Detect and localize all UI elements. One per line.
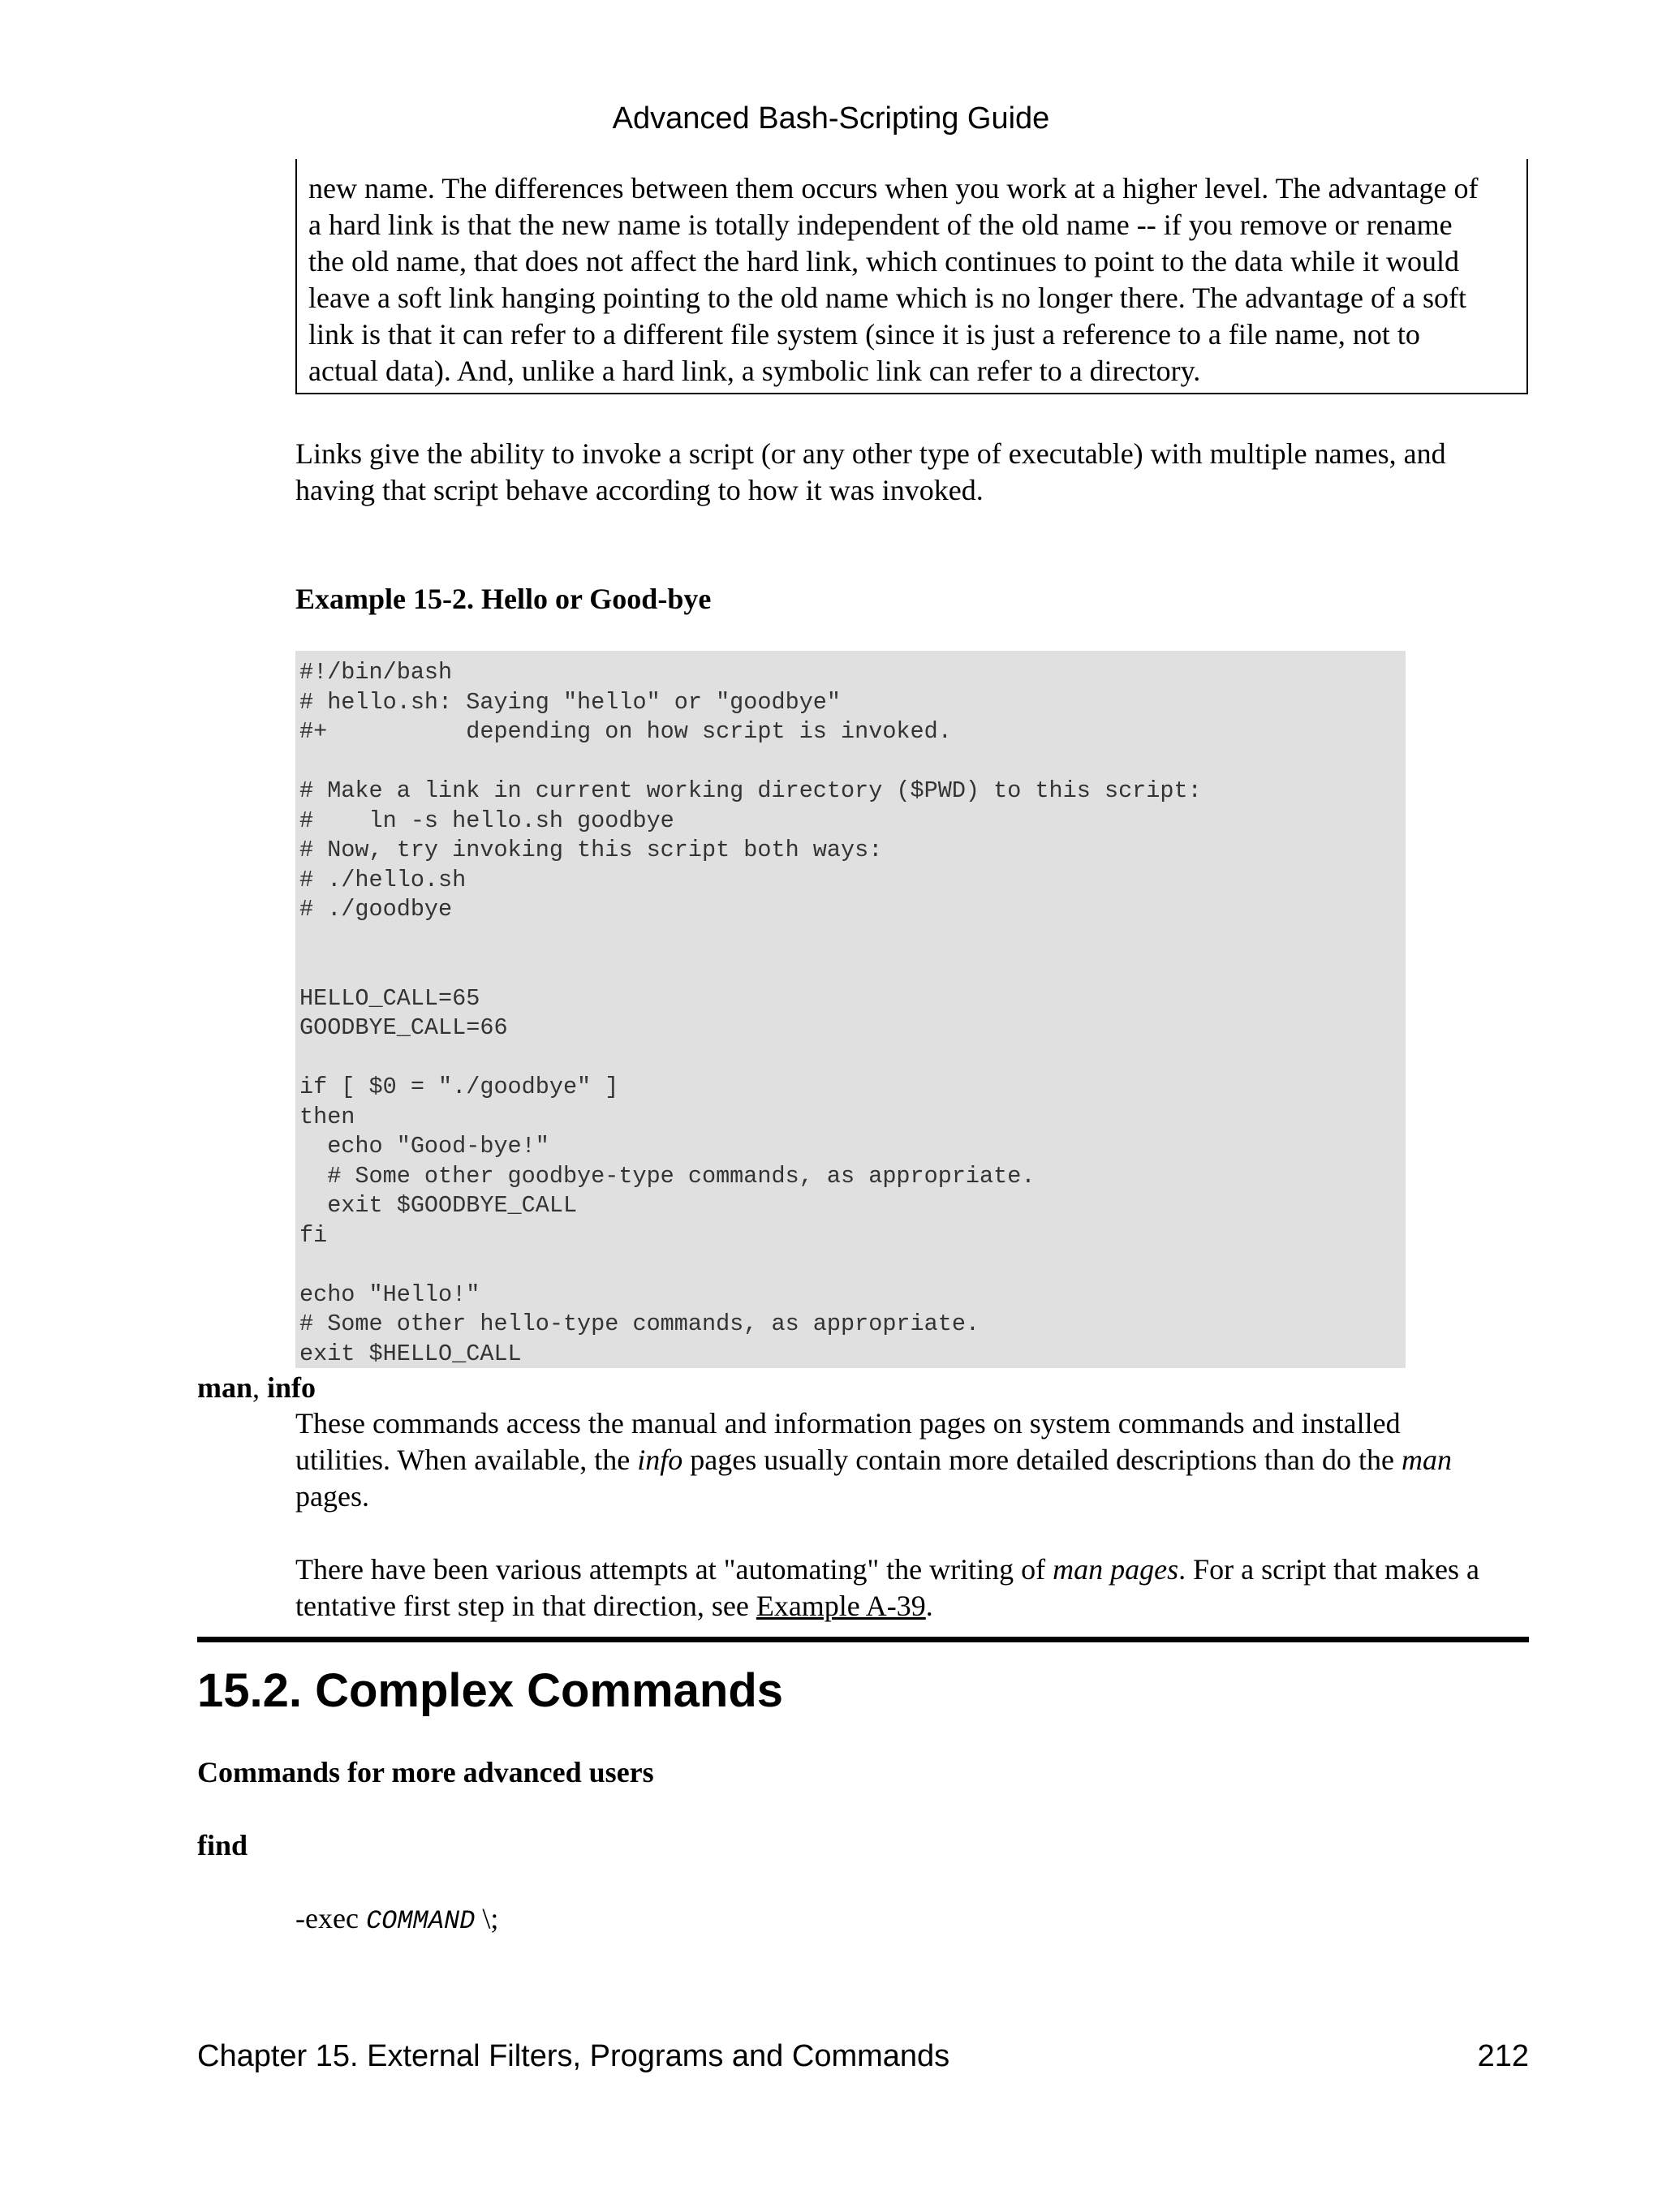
term-separator: , xyxy=(252,1371,260,1404)
exec-option xyxy=(295,1900,498,1939)
emphasis-man: man xyxy=(1402,1444,1452,1476)
desc-text: utilities. When available, the xyxy=(295,1444,638,1476)
note-line: link is that it can refer to a different file system (since it is just a reference to a file name, not to xyxy=(308,318,1420,351)
exec-terminator: \; xyxy=(475,1902,499,1934)
automating-text: There have been various attempts at "automating" the writing of xyxy=(295,1553,1053,1586)
running-header: Advanced Bash-Scripting Guide xyxy=(612,101,1050,136)
code-listing: #!/bin/bash # hello.sh: Saying "hello" or "goodbye" #+ depending on how script is invoked. # Make a link in current working directory ($PWD) to this script: # ln -s hello.sh goodbye # Now, try invoking this script both ways: # ./hello.sh # ./goodbye HELLO_CALL=65 GOODBYE_CALL=66 if [ $0 = "./goodbye" ] then echo "Good-bye!" # Some other goodbye-type commands, as appropriate. exit $GOODBYE_CALL fi echo "Hello!" # Some other hello-type commands, as appropriate. exit $HELLO_CALL xyxy=(299,659,1202,1367)
desc-line xyxy=(295,1442,1529,1478)
links-paragraph-line: Links give the ability to invoke a script (or any other type of executable) with multiple names, and xyxy=(295,437,1446,470)
links-paragraph xyxy=(295,436,1529,509)
desc-line: pages. xyxy=(295,1480,369,1513)
links-paragraph-line: having that script behave according to how it was invoked. xyxy=(295,474,984,506)
exec-flag: -exec xyxy=(295,1902,366,1934)
automating-text: tentative first step in that direction, see xyxy=(295,1590,756,1622)
note-line: leave a soft link hanging pointing to the old name which is no longer there. The advantage of a soft xyxy=(308,282,1466,314)
emphasis-info: info xyxy=(637,1444,683,1476)
automating-text: . For a script that makes a xyxy=(1178,1553,1480,1586)
automating-text: . xyxy=(925,1590,933,1622)
automating-paragraph xyxy=(295,1551,1529,1625)
automating-line xyxy=(295,1551,1529,1588)
term-man-info xyxy=(197,1370,316,1406)
section-title: 15.2. Complex Commands xyxy=(197,1664,783,1717)
desc-text: pages usually contain more detailed descriptions than do the xyxy=(682,1444,1402,1476)
footer-page-number: 212 xyxy=(1477,2039,1529,2073)
example-a39-link[interactable]: Example A-39 xyxy=(756,1590,926,1622)
note-line: new name. The differences between them occurs when you work at a higher level. The advantage of xyxy=(308,172,1479,204)
desc-line: These commands access the manual and information pages on system commands and installed xyxy=(295,1407,1401,1440)
exec-command-arg: COMMAND xyxy=(365,1906,476,1936)
code-block xyxy=(295,651,1406,1368)
footer-chapter: Chapter 15. External Filters, Programs and Commands xyxy=(197,2039,950,2073)
section-subtitle: Commands for more advanced users xyxy=(197,1756,654,1788)
section-rule xyxy=(197,1637,1529,1642)
note-line: a hard link is that the new name is totally independent of the old name -- if you remove or rename xyxy=(308,209,1453,241)
example-title: Example 15-2. Hello or Good-bye xyxy=(295,583,712,615)
term-find: find xyxy=(197,1829,248,1861)
note-line: actual data). And, unlike a hard link, a symbolic link can refer to a directory. xyxy=(308,355,1201,387)
automating-line xyxy=(295,1588,1529,1625)
man-info-description xyxy=(295,1405,1529,1515)
emphasis-man-pages: man pages xyxy=(1053,1553,1179,1586)
term-man: man xyxy=(197,1371,253,1404)
term-info: info xyxy=(267,1371,316,1404)
note-line: the old name, that does not affect the hard link, which continues to point to the data while it would xyxy=(308,245,1460,278)
note-box xyxy=(295,159,1528,394)
